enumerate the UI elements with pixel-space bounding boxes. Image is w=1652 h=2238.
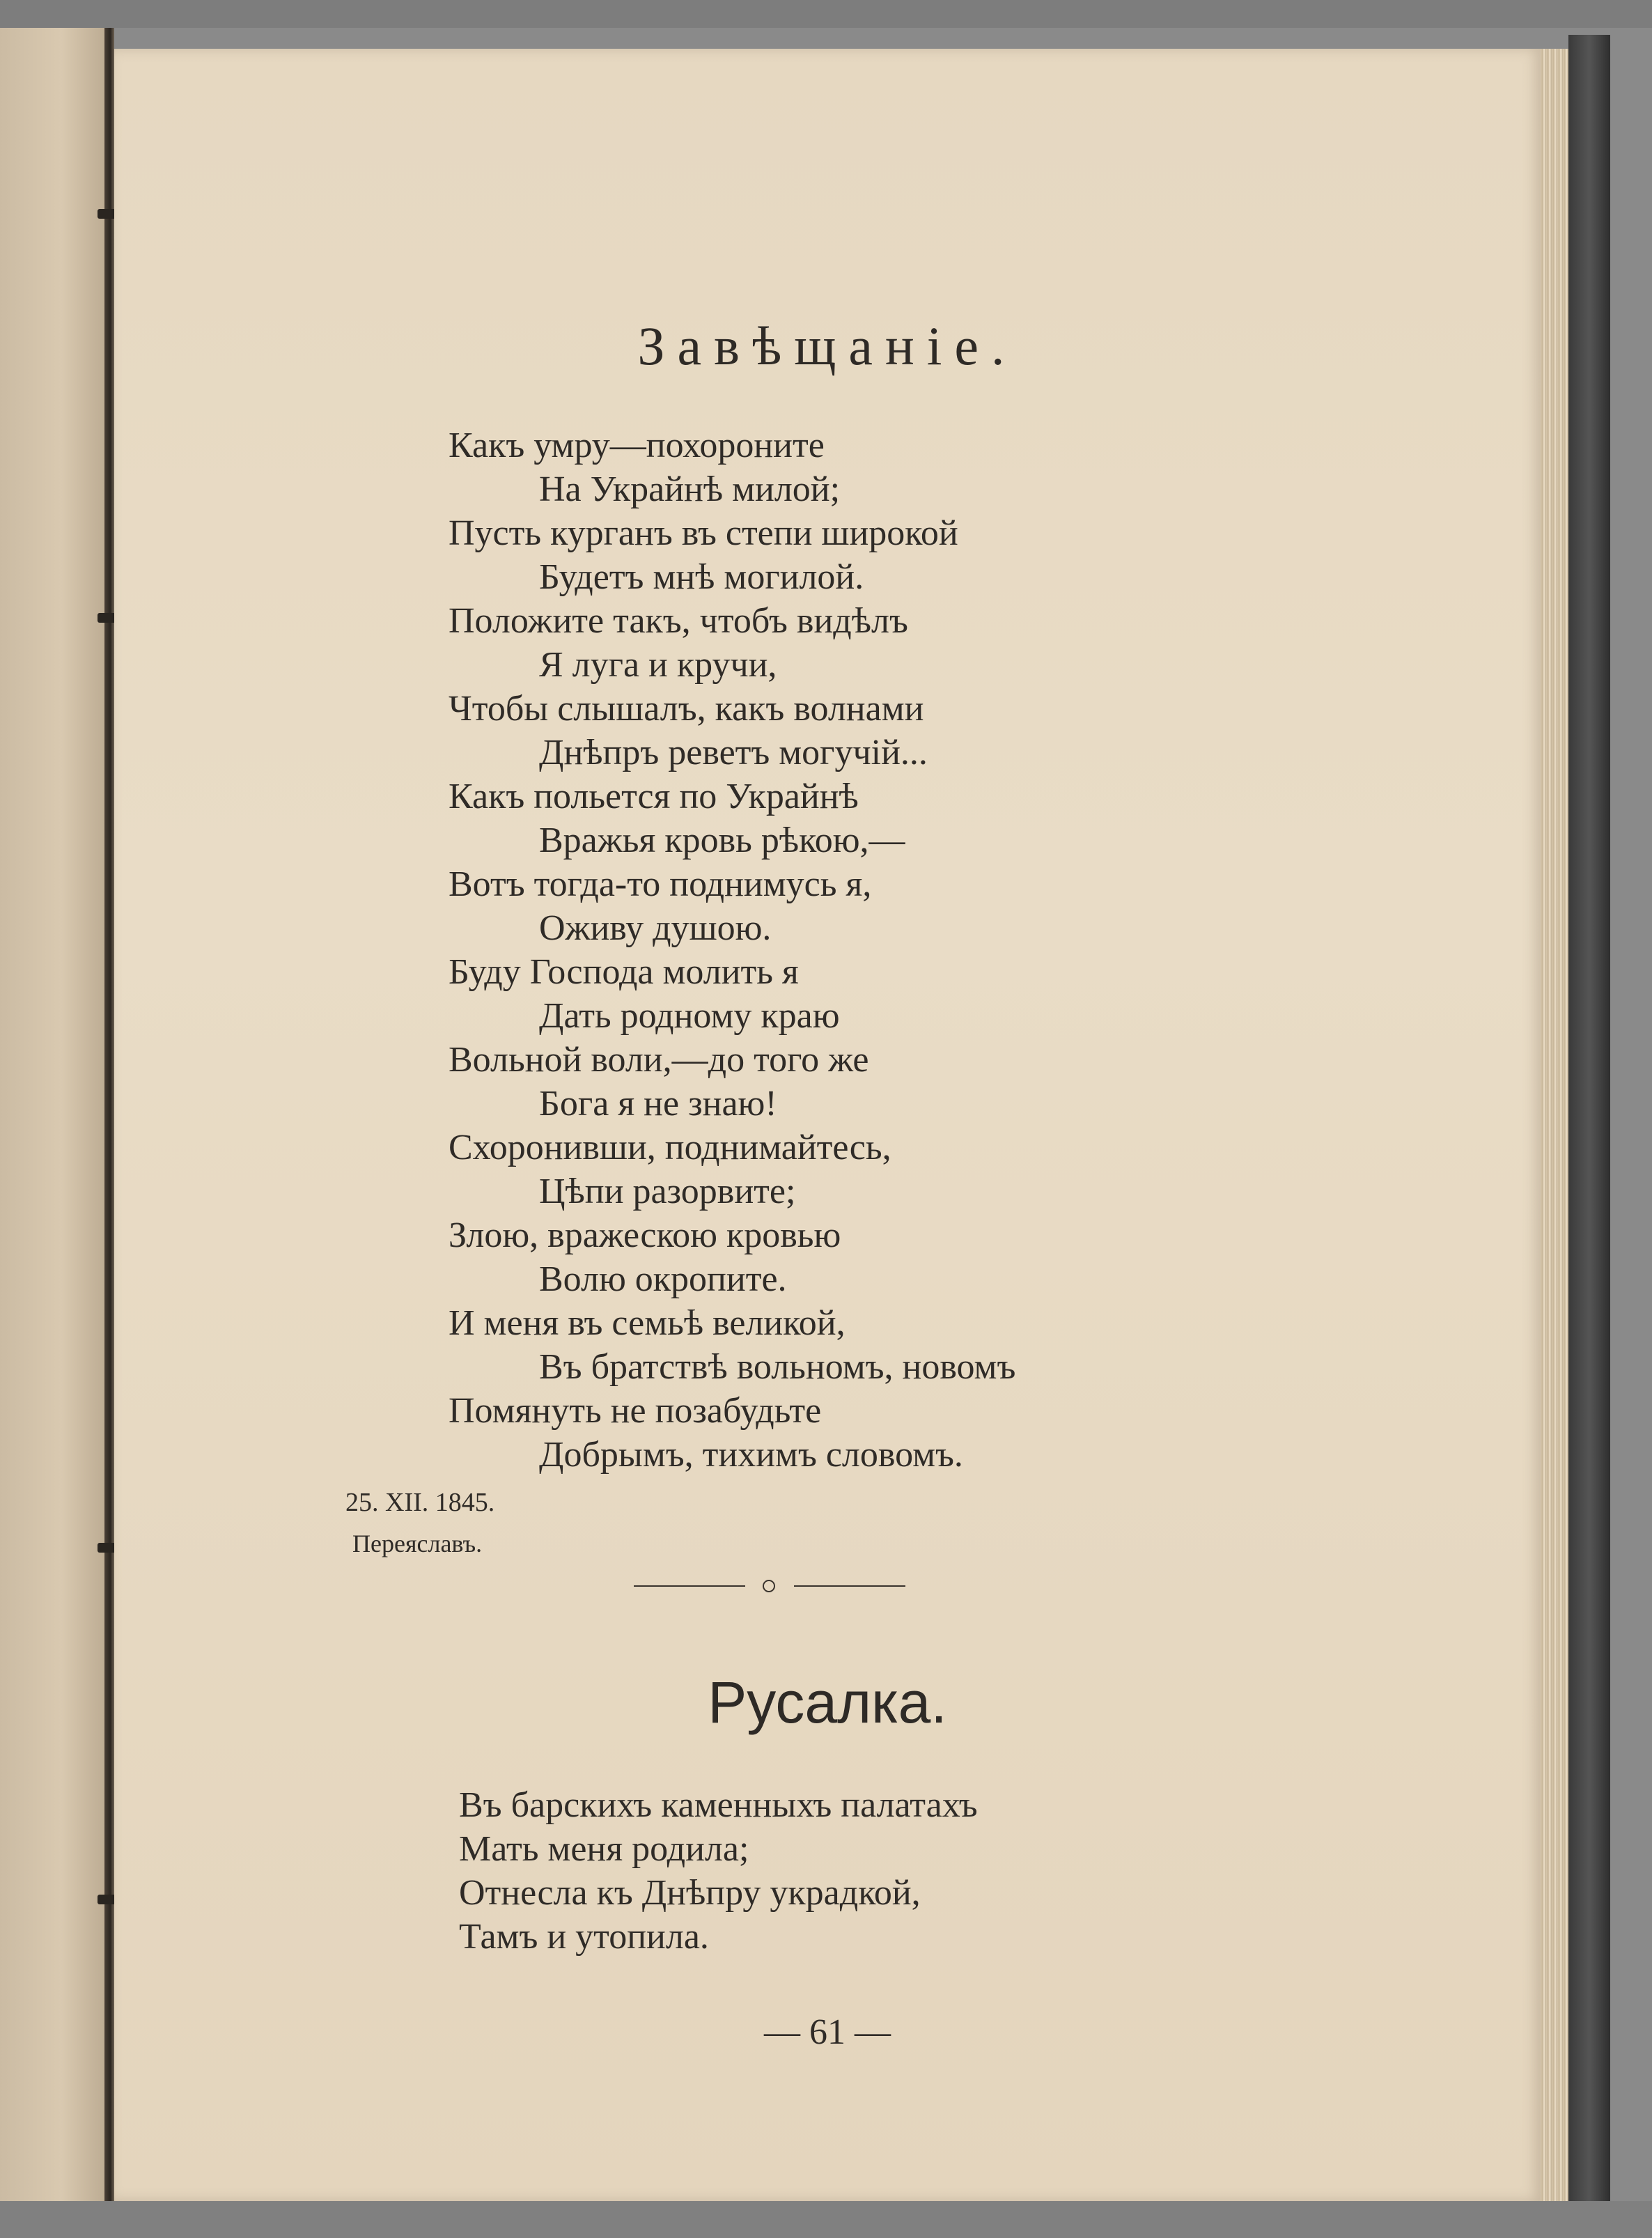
scan-top-background bbox=[0, 0, 1652, 28]
book-page bbox=[114, 49, 1541, 2201]
poem-line: Будетъ мнѣ могилой. bbox=[539, 557, 864, 597]
poem-rusalka-lines bbox=[459, 1783, 978, 1959]
left-page-edge bbox=[0, 28, 111, 2201]
poem-line: Бога я не знаю! bbox=[539, 1084, 777, 1124]
poem-line: Мать меня родила; bbox=[459, 1829, 749, 1869]
poem-zaveshchanie-lines bbox=[449, 423, 1015, 1477]
page-edges bbox=[1541, 49, 1568, 2201]
section-divider bbox=[634, 1571, 905, 1599]
poem-line: Дать родному краю bbox=[539, 996, 840, 1036]
poem-line: Въ барскихъ каменныхъ палатахъ bbox=[459, 1785, 978, 1825]
poem-line: И меня въ семьѣ великой, bbox=[449, 1303, 846, 1343]
poem-line: Днѣпръ реветъ могучій... bbox=[539, 733, 928, 772]
poem-line: Положите такъ, чтобъ видѣлъ bbox=[449, 601, 908, 641]
poem-line: Тамъ и утопила. bbox=[459, 1917, 709, 1957]
poem-place: Переяславъ. bbox=[352, 1530, 483, 1557]
poem-title-zaveshchanie: Завѣщаніе. bbox=[637, 316, 1018, 377]
poem-line: Въ братствѣ вольномъ, новомъ bbox=[539, 1347, 1016, 1387]
poem-date: 25. XII. 1845. bbox=[345, 1488, 495, 1517]
poem-line: Добрымъ, тихимъ словомъ. bbox=[539, 1435, 963, 1475]
poem-line: На Украйнѣ милой; bbox=[539, 469, 841, 509]
divider-line-left bbox=[634, 1585, 745, 1587]
poem-line: Какъ польется по Украйнѣ bbox=[449, 777, 859, 816]
poem-line: Вольной воли,—до того же bbox=[449, 1040, 869, 1080]
scan-bottom-background bbox=[0, 2201, 1652, 2238]
poem-line: Вотъ тогда-то поднимусь я, bbox=[449, 864, 872, 904]
poem-line: Пусть курганъ въ степи широкой bbox=[449, 513, 958, 553]
page-number: — 61 — bbox=[764, 2012, 891, 2052]
poem-line: Помянуть не позабудьте bbox=[449, 1391, 822, 1431]
divider-circle-icon bbox=[763, 1580, 775, 1592]
book-gutter bbox=[104, 28, 114, 2201]
poem-line: Буду Господа молить я bbox=[449, 952, 799, 992]
poem-line: Схоронивши, поднимайтесь, bbox=[449, 1128, 891, 1167]
poem-line: Волю окропите. bbox=[539, 1259, 787, 1299]
poem-line: Чтобы слышалъ, какъ волнами bbox=[449, 689, 924, 729]
divider-line-right bbox=[794, 1585, 905, 1587]
poem-line: Оживу душою. bbox=[539, 908, 772, 948]
poem-line: Я луга и кручи, bbox=[539, 645, 777, 685]
poem-line: Злою, вражескою кровью bbox=[449, 1215, 841, 1255]
poem-line: Цѣпи разорвите; bbox=[539, 1172, 796, 1211]
poem-title-rusalka: Русалка. bbox=[708, 1670, 947, 1736]
poem-line: Какъ умру—похороните bbox=[449, 426, 825, 465]
poem-line: Отнесла къ Днѣпру украдкой, bbox=[459, 1873, 921, 1913]
book-cover-edge bbox=[1568, 35, 1610, 2201]
poem-line: Вражья кровь рѣкою,— bbox=[539, 821, 905, 860]
